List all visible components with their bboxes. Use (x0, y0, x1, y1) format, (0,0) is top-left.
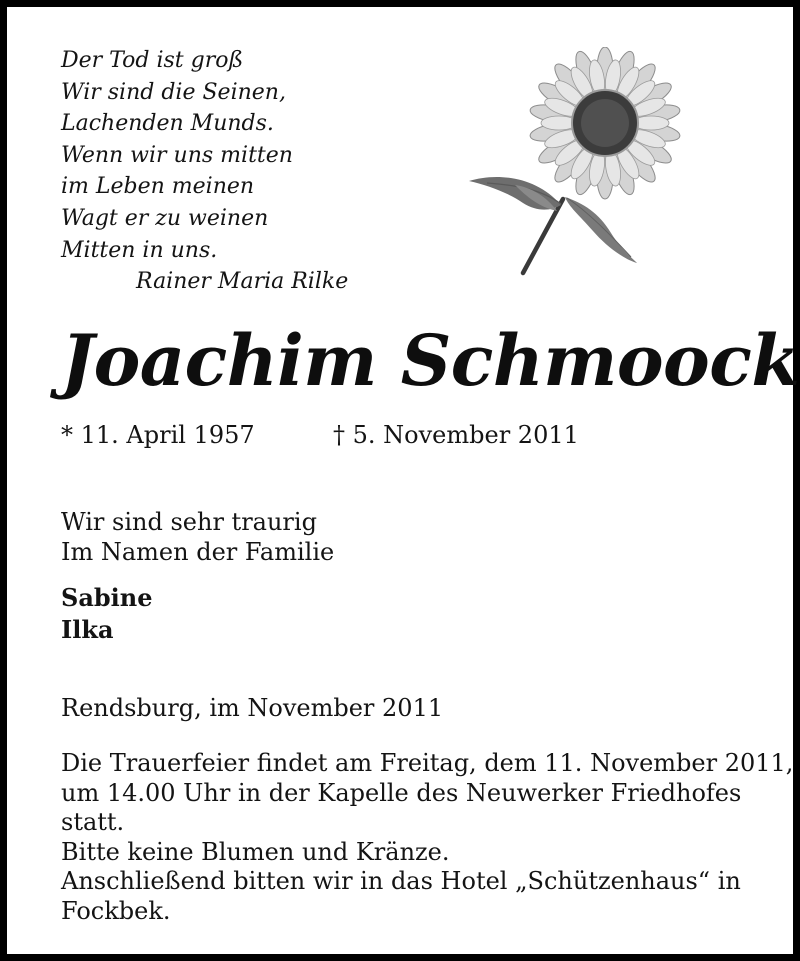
signer-name: Sabine (61, 583, 153, 612)
notice-line: Anschließend bitten wir in das Hotel „Schützenhaus“ in (61, 867, 741, 895)
poem (61, 45, 348, 298)
poem-line: Mitten in uns. (61, 237, 218, 263)
poem-author: Rainer Maria Rilke (136, 269, 349, 295)
deceased-name: Joachim Schmoock (61, 319, 800, 402)
signers (61, 582, 153, 646)
notice-line: Bitte keine Blumen und Kränze. (61, 837, 450, 866)
sunflower-icon (465, 47, 685, 279)
notice-line: statt. (61, 808, 125, 836)
poem-line: Lachenden Munds. (61, 111, 274, 137)
mourning-line: Wir sind sehr traurig (61, 508, 317, 536)
poem-line: Wagt er zu weinen (61, 205, 269, 231)
signer-name: Ilka (61, 615, 114, 644)
poem-line: Wenn wir uns mitten (61, 142, 293, 168)
poem-line: im Leben meinen (61, 174, 255, 200)
poem-line: Wir sind die Seinen, (61, 79, 286, 105)
death-date: † 5. November 2011 (333, 421, 579, 449)
birth-date: * 11. April 1957 (61, 421, 255, 449)
mourning-text (61, 507, 334, 567)
notice-line: Die Trauerfeier findet am Freitag, dem 11. November 2011, (61, 749, 794, 777)
funeral-notice (61, 749, 793, 926)
notice-line: um 14.00 Uhr in der Kapelle des Neuwerker Friedhofes (61, 778, 742, 807)
poem-line: Der Tod ist groß (61, 48, 244, 73)
place-date: Rendsburg, im November 2011 (61, 694, 444, 722)
notice-line: Fockbek. (61, 896, 171, 925)
mourning-line: Im Namen der Familie (61, 538, 335, 566)
